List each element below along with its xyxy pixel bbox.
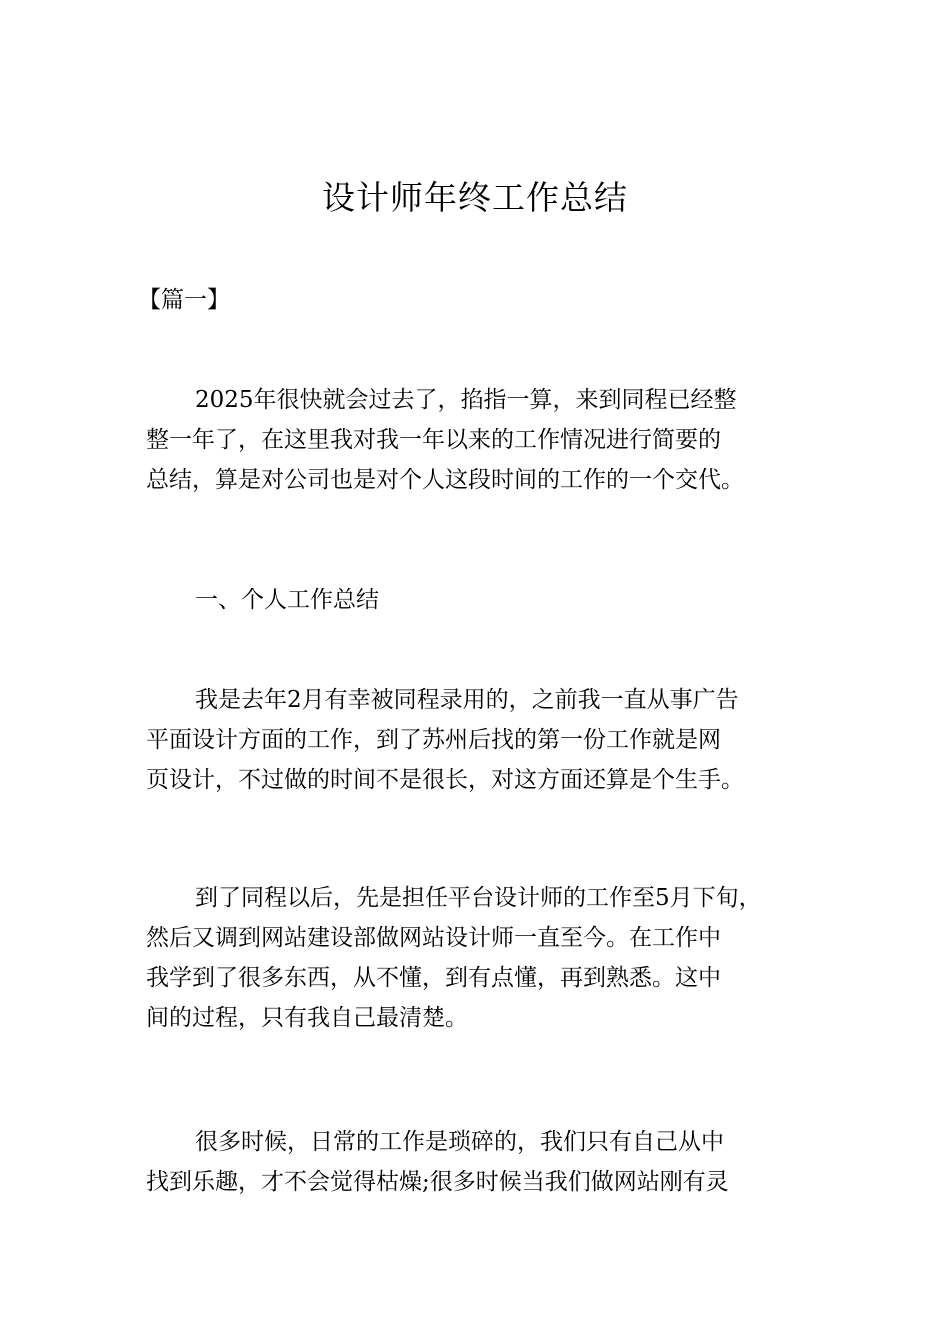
text-line: 找到乐趣，才不会觉得枯燥;很多时候当我们做网站刚有灵: [146, 1169, 729, 1195]
document-title: 设计师年终工作总结: [322, 178, 628, 217]
text-line: 整一年了，在这里我对我一年以来的工作情况进行简要的: [146, 427, 721, 453]
text-line: 很多时候，日常的工作是琐碎的，我们只有自己从中: [195, 1129, 724, 1155]
text-line: 总结，算是对公司也是对个人这段时间的工作的一个交代。: [146, 467, 744, 493]
text-line: 一、个人工作总结: [195, 587, 379, 613]
paragraph-experience: [146, 878, 816, 1038]
text-line: 页设计，不过做的时间不是很长，对这方面还算是个生手。: [146, 767, 744, 793]
text-line: 到了同程以后，先是担任平台设计师的工作至5月下旬，: [195, 885, 762, 911]
text-line: 我是去年2月有幸被同程录用的，之前我一直从事广告: [195, 687, 739, 713]
text-line: 2025年很快就会过去了，掐指一算，来到同程已经整: [195, 387, 737, 413]
text-line: 然后又调到网站建设部做网站设计师一直至今。在工作中: [146, 925, 721, 951]
text-line: 平面设计方面的工作，到了苏州后找的第一份工作就是网: [146, 727, 721, 753]
paragraph-intro: [146, 380, 816, 500]
section-tag: 【篇一】: [138, 287, 230, 313]
section-heading: [146, 580, 816, 620]
paragraph-daily-work: [146, 1122, 816, 1202]
text-line: 间的过程，只有我自己最清楚。: [146, 1005, 468, 1031]
paragraph-background: [146, 680, 816, 800]
text-line: 我学到了很多东西，从不懂，到有点懂，再到熟悉。这中: [146, 965, 721, 991]
